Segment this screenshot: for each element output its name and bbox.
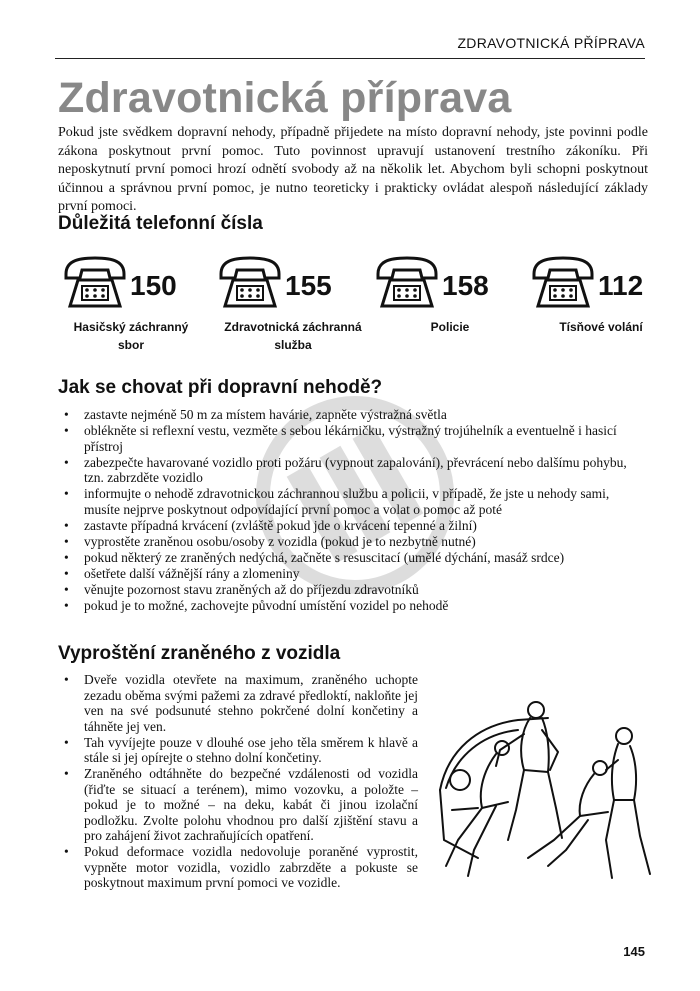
phones-heading: Důležitá telefonní čísla xyxy=(58,213,263,234)
phone-label: Policie xyxy=(430,320,470,334)
phone-number: 155 xyxy=(285,270,332,301)
telephone-icon xyxy=(374,256,440,312)
rescue-illustration xyxy=(438,690,653,900)
running-header: ZDRAVOTNICKÁ PŘÍPRAVA xyxy=(457,35,645,51)
telephone-icon xyxy=(217,256,283,312)
list-item: • pokud některý ze zraněných nedýchá, začněte s resuscitací (umělé dýchání, masáž srdce) xyxy=(58,550,648,566)
header-rule xyxy=(55,58,645,59)
phone-numbers xyxy=(58,256,648,356)
page-number: 145 xyxy=(623,944,645,959)
list-item: • ošetřete další vážnější rány a zlomeniny xyxy=(58,566,648,582)
list-item: • zastavte nejméně 50 m za místem havárie, zapněte výstražná světla xyxy=(58,407,648,423)
page-title: Zdravotnická příprava xyxy=(58,74,512,122)
telephone-icon xyxy=(62,256,128,312)
list-item: • vyprostěte zraněnou osobu/osoby z vozidla (pokud je to nezbytně nutné) xyxy=(58,534,648,550)
list-item: • zabezpečte havarované vozidlo proti požáru (vypnout zapalování), převrácení nebo dalšímu pohybu, tzn. zabrzděte vozidlo xyxy=(58,455,648,486)
accident-list xyxy=(58,407,648,614)
rescue-list xyxy=(58,672,418,891)
list-item: • zastavte případná krvácení (zvláště pokud jde o krvácení tepenné a žilní) xyxy=(58,518,648,534)
phone-label: Tísňové volání xyxy=(559,320,643,334)
phone-number: 158 xyxy=(442,270,489,301)
list-item: • Dveře vozidla otevřete na maximum, zraněného uchopte zezadu oběma svými pažemi za zdravé předloktí, nakloňte jej ven na své podsunuté stehno pokrčené dolní končetiny a táhněte jej ven. xyxy=(58,672,418,734)
intro-paragraph: Pokud jste svědkem dopravní nehody, případně přijedete na místo dopravní nehody, jste povinni podle zákona poskytnout první pomoc. Tuto povinnost upravují ustanovení trestního zákoníku. Při neposkytnutí první pomoci hrozí odnětí svobody až na několik let. Abychom byli schopni poskytnout účinnou a správnou první pomoc, je nutno teoreticky i prakticky ovládat alespoň následující základy první pomoci. xyxy=(58,125,648,214)
list-item: • pokud je to možné, zachovejte původní umístění vozidel po nehodě xyxy=(58,598,648,614)
rescue-heading: Vyproštění zraněného z vozidla xyxy=(58,643,341,664)
list-item: • Zraněného odtáhněte do bezpečné vzdálenosti od vozidla (řiďte se situací a terénem), mimo vozovku, a položte – pokud je to možné – na deku, kabát či jinou izolační podložku. Zvolte polohu vhodnou pro další zjištění stavu a pro zahájení život zachraňujících opatření. xyxy=(58,766,418,844)
list-item: • Tah vyvíjejte pouze v dlouhé ose jeho těla směrem k hlavě a stále si jej opírejte o stehno dolní končetiny. xyxy=(58,735,418,766)
list-item: • oblékněte si reflexní vestu, vezměte s sebou lékárničku, výstražný trojúhelník a eventuelně i hasicí přístroj xyxy=(58,423,648,454)
phone-number: 150 xyxy=(130,270,177,301)
phone-label: Zdravotnická záchranná služba xyxy=(224,320,362,352)
list-item: • Pokud deformace vozidla nedovoluje poraněné vyprostit, vypněte motor vozidla, vozidlo zabrzděte a pokuste se poskytnout maximum první pomoci ve vozidle. xyxy=(58,844,418,891)
phone-label: Hasičský záchranný sbor xyxy=(73,320,189,352)
list-item: • informujte o nehodě zdravotnickou záchrannou službu a policii, v případě, že jste u nehody sami, musíte nejprve poskytnout odpovídající první pomoc a volat o pomoc až poté xyxy=(58,486,648,517)
accident-heading: Jak se chovat při dopravní nehodě? xyxy=(58,377,383,398)
list-item: • věnujte pozornost stavu zraněných až do příjezdu zdravotníků xyxy=(58,582,648,598)
telephone-icon xyxy=(530,256,596,312)
phone-number: 112 xyxy=(598,270,644,301)
